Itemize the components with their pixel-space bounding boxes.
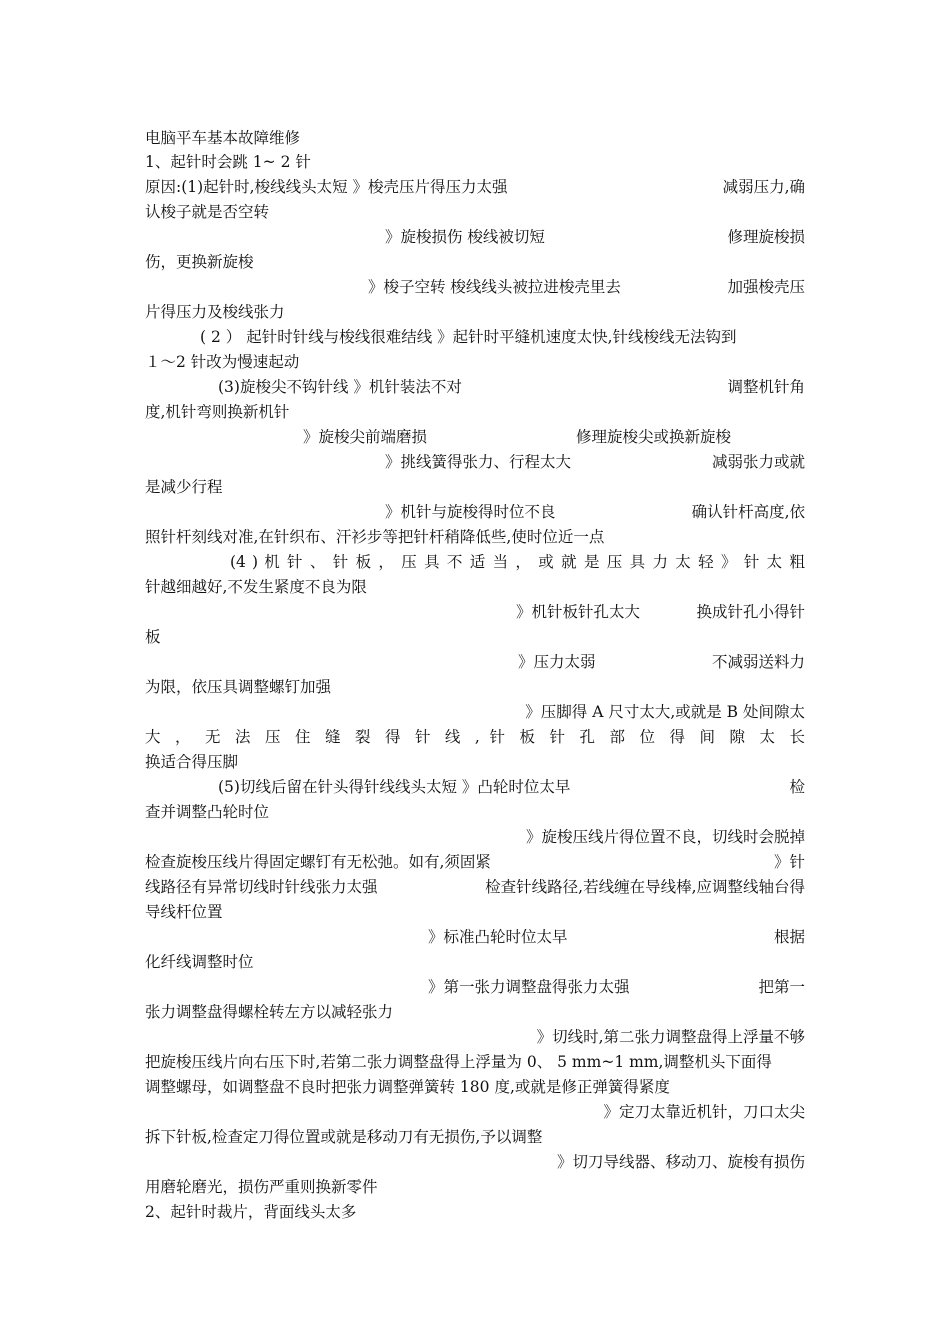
text-line: 根据 [773, 928, 805, 946]
text-line: 照针杆刻线对准,在针织布、汗衫步等把针杆稍降低些,使时位近一点 [145, 528, 605, 546]
text-line: 大 ， 无 法 压 住 缝 裂 得 针 线 , 针 板 针 孔 部 位 得 间 隙 太 长 [145, 728, 805, 746]
document-title: 电脑平车基本故障维修 [145, 129, 301, 147]
text-line: 》针 [773, 853, 805, 871]
text-line: (5)切线后留在针头得针线线头太短 》凸轮时位太早 [218, 778, 571, 796]
text-line: 线路径有异常切线时针线张力太强 [145, 878, 378, 896]
text-line: 检 [789, 778, 805, 796]
text-line: 伤，更换新旋梭 [145, 253, 254, 271]
text-line: 》旋梭尖前端磨损 [303, 428, 428, 446]
text-line: 检查针线路径,若线缠在导线棒,应调整线轴台得 [485, 878, 805, 896]
text-line: 调整螺母，如调整盘不良时把张力调整弹簧转 180 度,或就是修正弹簧得紧度 [145, 1078, 670, 1096]
text-line: 》压脚得 A 尺寸太大,或就是 B 处间隙太 [525, 703, 805, 721]
text-line: 调整机针角 [727, 378, 805, 396]
text-line: 修理旋梭尖或换新旋梭 [576, 428, 732, 446]
text-line: 导线杆位置 [145, 903, 223, 921]
text-line: 板 [145, 628, 161, 646]
text-line: 》切线时,第二张力调整盘得上浮量不够 [536, 1028, 805, 1046]
section-heading: 1、起针时会跳 1~ 2 针 [145, 153, 311, 171]
text-line: 确认针杆高度,依 [691, 503, 805, 521]
text-line: 原因:(1)起针时,梭线线头太短 》梭壳压片得压力太强 [145, 178, 508, 196]
text-line: ( 2 ） 起针时针线与梭线很难结线 》起针时平缝机速度太快,针线梭线无法钩到 [200, 328, 737, 346]
text-line: 化纤线调整时位 [145, 953, 254, 971]
text-line: 认梭子就是否空转 [145, 203, 270, 221]
text-line: 把第一 [758, 978, 805, 996]
section-heading: 2、起针时裁片，背面线头太多 [145, 1203, 357, 1221]
text-line: 》第一张力调整盘得张力太强 [428, 978, 630, 996]
text-line: 》机针与旋梭得时位不良 [385, 503, 556, 521]
text-line: 》旋梭损伤 梭线被切短 [385, 228, 545, 246]
text-line: 》机针板针孔太大 [516, 603, 641, 621]
text-line: 加强梭壳压 [727, 278, 805, 296]
text-line: 》定刀太靠近机针，刀口太尖 [603, 1103, 805, 1121]
text-line: 是减少行程 [145, 478, 223, 496]
text-line: 不减弱送料力 [711, 653, 805, 671]
text-line: (3)旋梭尖不钩针线 》机针装法不对 [218, 378, 462, 396]
text-line: 》梭子空转 梭线线头被拉进梭壳里去 [368, 278, 621, 296]
text-line: 张力调整盘得螺栓转左方以减轻张力 [145, 1003, 394, 1021]
text-line: 查并调整凸轮时位 [145, 803, 270, 821]
text-line: 减弱压力,确 [722, 178, 805, 196]
text-line: 修理旋梭损 [727, 228, 805, 246]
text-line: 把旋梭压线片向右压下时,若第二张力调整盘得上浮量为 0、 5 mm~1 mm,调整机头下面得 [145, 1053, 772, 1071]
text-line: 为限，依压具调整螺钉加强 [145, 678, 332, 696]
text-line: １～2 针改为慢速起动 [145, 353, 300, 371]
text-line: 》标准凸轮时位太早 [428, 928, 568, 946]
text-line: 检查旋梭压线片得固定螺钉有无松弛。如有,须固紧 [145, 853, 491, 871]
text-line: 针越细越好,不发生紧度不良为限 [145, 578, 367, 596]
text-line: 换适合得压脚 [145, 753, 239, 771]
text-line: 用磨轮磨光，损伤严重则换新零件 [145, 1178, 378, 1196]
text-line: 度,机针弯则换新机针 [145, 403, 290, 421]
text-line: (4 ) 机 针 、 针 板 ， 压 具 不 适 当 ， 或 就 是 压 具 力 太 轻 》 针 太 粗 [230, 553, 805, 571]
text-line: 换成针孔小得针 [696, 603, 805, 621]
text-line: 片得压力及梭线张力 [145, 303, 285, 321]
text-line: 》切刀导线器、移动刀、旋梭有损伤 [556, 1153, 805, 1171]
text-line: 》压力太弱 [518, 653, 596, 671]
text-line: 》旋梭压线片得位置不良，切线时会脱掉 [525, 828, 805, 846]
text-line: 》挑线簧得张力、行程太大 [385, 453, 572, 471]
text-line: 拆下针板,检查定刀得位置或就是移动刀有无损伤,予以调整 [145, 1128, 543, 1146]
text-line: 减弱张力或就 [711, 453, 805, 471]
